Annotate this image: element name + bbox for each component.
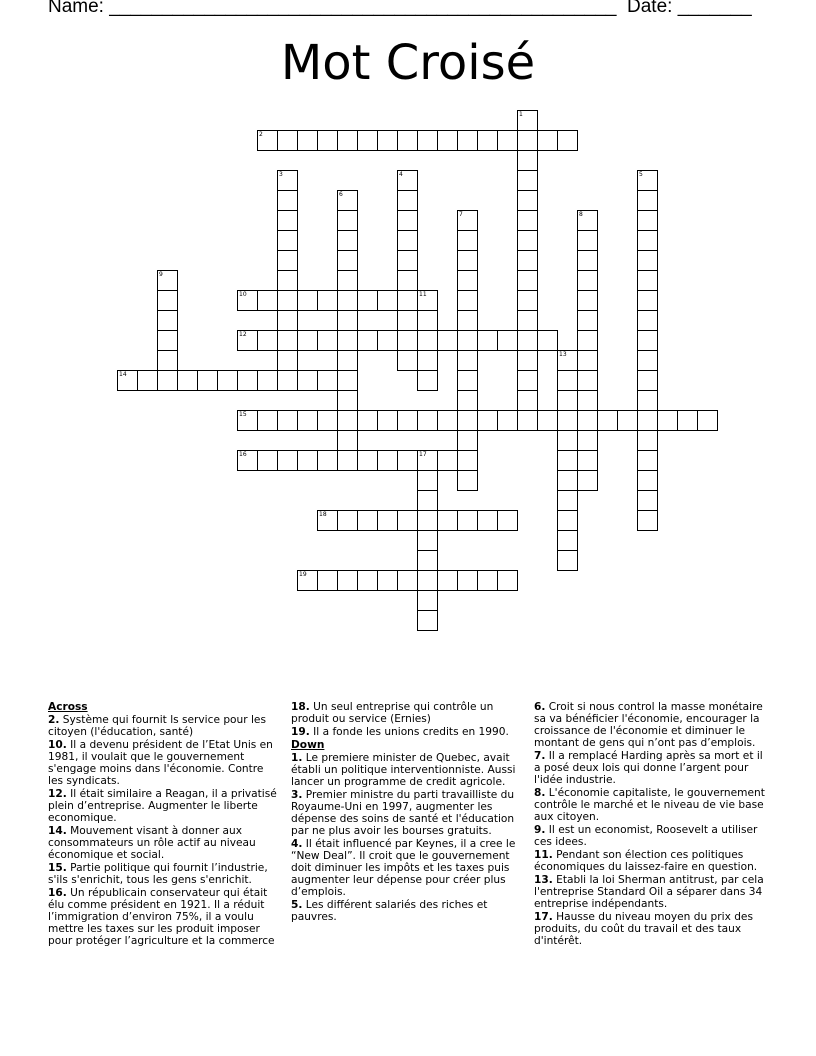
grid-cell[interactable] (417, 350, 438, 371)
grid-cell[interactable] (277, 190, 298, 211)
grid-cell[interactable] (397, 190, 418, 211)
grid-cell[interactable] (277, 270, 298, 291)
grid-cell[interactable] (337, 410, 358, 431)
grid-cell[interactable] (477, 130, 498, 151)
grid-cell[interactable] (337, 330, 358, 351)
grid-cell[interactable] (397, 250, 418, 271)
grid-cell[interactable] (517, 370, 538, 391)
clue-number-label: 9 (159, 271, 163, 278)
grid-cell[interactable] (357, 510, 378, 531)
grid-cell[interactable] (497, 330, 518, 351)
grid-cell[interactable] (377, 290, 398, 311)
grid-cell[interactable] (277, 350, 298, 371)
across-heading: Across (48, 701, 88, 713)
grid-cell[interactable] (257, 370, 278, 391)
grid-cell[interactable] (317, 290, 338, 311)
grid-cell[interactable] (277, 310, 298, 331)
grid-cell[interactable] (457, 570, 478, 591)
grid-cell[interactable] (397, 510, 418, 531)
grid-cell[interactable] (377, 570, 398, 591)
clue-down-9: 9. Il est un economist, Roosevelt a utiliser ces idees. (534, 824, 758, 848)
clue-down-17: 17. Hausse du niveau moyen du prix des produits, du coût du travail et des taux d'intérêt. (534, 911, 753, 947)
grid-cell[interactable] (517, 210, 538, 231)
grid-cell[interactable] (537, 410, 558, 431)
grid-cell[interactable] (477, 410, 498, 431)
grid-cell[interactable] (577, 230, 598, 251)
grid-cell[interactable] (457, 130, 478, 151)
grid-cell[interactable] (577, 390, 598, 411)
grid-cell[interactable] (537, 330, 558, 351)
grid-cell[interactable] (637, 190, 658, 211)
grid-cell[interactable] (437, 450, 458, 471)
grid-cell[interactable] (397, 330, 418, 351)
grid-cell[interactable] (397, 290, 418, 311)
grid-cell[interactable] (637, 390, 658, 411)
grid-cell[interactable] (497, 130, 518, 151)
grid-cell[interactable] (317, 130, 338, 151)
grid-cell[interactable] (337, 290, 358, 311)
grid-cell[interactable] (317, 370, 338, 391)
clue-across-14: 14. Mouvement visant à donner aux consommateurs un rôle actif au niveau économique et social. (48, 825, 256, 861)
grid-cell[interactable] (517, 150, 538, 171)
grid-cell[interactable] (337, 570, 358, 591)
grid-cell[interactable] (397, 350, 418, 371)
grid-cell[interactable] (417, 530, 438, 551)
grid-cell[interactable] (437, 570, 458, 591)
grid-cell[interactable] (637, 350, 658, 371)
clue-number-label: 7 (459, 211, 463, 218)
grid-cell[interactable] (157, 370, 178, 391)
grid-cell[interactable] (577, 410, 598, 431)
grid-cell[interactable] (437, 510, 458, 531)
clue-number-label: 5 (639, 171, 643, 178)
grid-cell[interactable] (297, 450, 318, 471)
grid-cell[interactable] (577, 250, 598, 271)
grid-cell[interactable] (337, 130, 358, 151)
grid-cell[interactable] (697, 410, 718, 431)
grid-cell[interactable] (657, 410, 678, 431)
grid-cell[interactable] (417, 470, 438, 491)
grid-cell[interactable] (637, 370, 658, 391)
clue-number-label: 13 (559, 351, 567, 358)
grid-cell[interactable] (577, 430, 598, 451)
grid-cell[interactable] (637, 270, 658, 291)
grid-cell[interactable] (157, 310, 178, 331)
grid-cell[interactable] (297, 370, 318, 391)
clue-number-label: 3 (279, 171, 283, 178)
grid-cell[interactable] (317, 330, 338, 351)
grid-cell[interactable] (457, 410, 478, 431)
grid-cell[interactable] (457, 450, 478, 471)
grid-cell[interactable] (517, 130, 538, 151)
clues-column-2 (291, 701, 523, 924)
grid-cell[interactable] (577, 310, 598, 331)
grid-cell[interactable] (397, 130, 418, 151)
grid-cell[interactable] (417, 610, 438, 631)
grid-cell[interactable] (517, 310, 538, 331)
grid-cell[interactable] (477, 570, 498, 591)
down-heading: Down (291, 739, 325, 751)
grid-cell[interactable] (277, 230, 298, 251)
grid-cell[interactable] (197, 370, 218, 391)
grid-cell[interactable] (337, 310, 358, 331)
grid-cell[interactable] (377, 130, 398, 151)
grid-cell[interactable] (317, 570, 338, 591)
grid-cell[interactable] (297, 410, 318, 431)
grid-cell[interactable] (217, 370, 238, 391)
grid-cell[interactable] (277, 370, 298, 391)
grid-cell[interactable] (557, 510, 578, 531)
clue-number-label: 2 (259, 131, 263, 138)
grid-cell[interactable] (297, 330, 318, 351)
grid-cell[interactable] (477, 330, 498, 351)
grid-cell[interactable] (337, 270, 358, 291)
grid-cell[interactable] (517, 390, 538, 411)
name-label: Name: (48, 0, 104, 17)
grid-cell[interactable] (517, 250, 538, 271)
grid-cell[interactable] (357, 130, 378, 151)
clue-down-8: 8. L'économie capitaliste, le gouvernement contrôle le marché et le niveau de vie base aux citoyen. (534, 787, 765, 823)
grid-cell[interactable] (277, 130, 298, 151)
grid-cell[interactable] (637, 250, 658, 271)
grid-cell[interactable] (357, 410, 378, 431)
grid-cell[interactable] (457, 430, 478, 451)
clue-number-label: 8 (579, 211, 583, 218)
grid-cell[interactable] (557, 130, 578, 151)
grid-cell[interactable] (517, 170, 538, 191)
grid-cell[interactable] (517, 190, 538, 211)
grid-cell[interactable] (637, 230, 658, 251)
grid-cell[interactable] (337, 370, 358, 391)
grid-cell[interactable] (157, 290, 178, 311)
clue-number-label: 15 (239, 411, 247, 418)
grid-cell[interactable] (157, 330, 178, 351)
clue-across-15: 15. Partie politique qui fournit l’industrie, s'ils s'enrichit, tous les gens s'enrichit. (48, 862, 268, 886)
grid-cell[interactable] (497, 570, 518, 591)
grid-cell[interactable] (157, 350, 178, 371)
clue-across-16: 16. Un républicain conservateur qui était élu comme président en 1921. Il a réduit l’immigration d’environ 75%, il a voulu mettre les taxes sur les produit imposer pour protéger l’agriculture et la commerce (48, 887, 275, 947)
grid-cell[interactable] (457, 350, 478, 371)
grid-cell[interactable] (457, 510, 478, 531)
clue-down-7: 7. Il a remplacé Harding après sa mort et il a posé deux lois qui donne l’argent pour l'idée industrie. (534, 750, 763, 786)
grid-cell[interactable] (517, 230, 538, 251)
grid-cell[interactable] (497, 510, 518, 531)
grid-cell[interactable] (317, 410, 338, 431)
grid-cell[interactable] (597, 410, 618, 431)
clue-number-label: 6 (339, 191, 343, 198)
grid-cell[interactable] (637, 490, 658, 511)
grid-cell[interactable] (337, 390, 358, 411)
grid-cell[interactable] (537, 130, 558, 151)
grid-cell[interactable] (557, 490, 578, 511)
grid-cell[interactable] (557, 410, 578, 431)
grid-cell[interactable] (337, 510, 358, 531)
grid-cell[interactable] (257, 290, 278, 311)
grid-cell[interactable] (457, 230, 478, 251)
grid-cell[interactable] (337, 450, 358, 471)
grid-cell[interactable] (457, 290, 478, 311)
grid-cell[interactable] (517, 290, 538, 311)
grid-cell[interactable] (557, 450, 578, 471)
clue-number-label: 14 (119, 371, 127, 378)
grid-cell[interactable] (277, 210, 298, 231)
clues-column-1 (48, 701, 280, 948)
grid-cell[interactable] (277, 450, 298, 471)
name-blank[interactable]: ________________________________________________ (109, 0, 617, 17)
grid-cell[interactable] (477, 510, 498, 531)
clue-down-13: 13. Etabli la loi Sherman antitrust, par cela l'entreprise Standard Oil a séparer dans 34 entreprise indépendants. (534, 874, 764, 910)
grid-cell[interactable] (437, 330, 458, 351)
grid-cell[interactable] (577, 290, 598, 311)
grid-cell[interactable] (457, 250, 478, 271)
grid-cell[interactable] (397, 270, 418, 291)
clue-down-4: 4. Il était influencé par Keynes, il a cree le “New Deal”. Il croit que le gouvernement doit diminuer les impôts et les taxes puis augmenter leur dépense pour créer plus d’emplois. (291, 838, 516, 898)
grid-cell[interactable] (417, 410, 438, 431)
grid-cell[interactable] (337, 430, 358, 451)
grid-cell[interactable] (457, 270, 478, 291)
grid-cell[interactable] (417, 550, 438, 571)
clue-number-label: 10 (239, 291, 247, 298)
grid-cell[interactable] (557, 530, 578, 551)
clue-across-12: 12. Il était similaire a Reagan, il a privatisé plein d’entreprise. Augmenter le liberte economique. (48, 788, 277, 824)
grid-cell[interactable] (577, 470, 598, 491)
grid-cell[interactable] (357, 290, 378, 311)
grid-cell[interactable] (557, 470, 578, 491)
grid-cell[interactable] (277, 410, 298, 431)
grid-cell[interactable] (137, 370, 158, 391)
grid-cell[interactable] (397, 210, 418, 231)
grid-cell[interactable] (457, 310, 478, 331)
grid-cell[interactable] (577, 270, 598, 291)
grid-cell[interactable] (417, 330, 438, 351)
grid-cell[interactable] (557, 430, 578, 451)
grid-cell[interactable] (637, 310, 658, 331)
clue-down-3: 3. Premier ministre du parti travailliste du Royaume-Uni en 1997, augmenter les dépense des soins de santé et l'éducation par ne plus avoir les bourses gratuits. (291, 789, 515, 837)
grid-cell[interactable] (497, 410, 518, 431)
grid-cell[interactable] (377, 330, 398, 351)
grid-cell[interactable] (557, 550, 578, 571)
grid-cell[interactable] (637, 510, 658, 531)
clue-number-label: 4 (399, 171, 403, 178)
grid-cell[interactable] (637, 430, 658, 451)
grid-cell[interactable] (637, 210, 658, 231)
clue-number-label: 12 (239, 331, 247, 338)
grid-cell[interactable] (337, 350, 358, 371)
grid-cell[interactable] (397, 230, 418, 251)
grid-cell[interactable] (577, 350, 598, 371)
grid-cell[interactable] (417, 570, 438, 591)
clue-across-19: 19. Il a fonde les unions credits en 1990. (291, 726, 509, 738)
grid-cell[interactable] (577, 370, 598, 391)
clue-number-label: 11 (419, 291, 427, 298)
clue-number-label: 17 (419, 451, 427, 458)
grid-cell[interactable] (437, 130, 458, 151)
grid-cell[interactable] (297, 130, 318, 151)
clue-number-label: 16 (239, 451, 247, 458)
grid-cell[interactable] (677, 410, 698, 431)
grid-cell[interactable] (257, 450, 278, 471)
grid-cell[interactable] (397, 450, 418, 471)
grid-cell[interactable] (277, 250, 298, 271)
date-label: Date: (627, 0, 673, 17)
grid-cell[interactable] (337, 230, 358, 251)
clue-across-2: 2. Système qui fournit ls service pour les citoyen (l'éducation, santé) (48, 714, 266, 738)
clue-number-label: 1 (519, 111, 523, 118)
grid-cell[interactable] (517, 270, 538, 291)
grid-cell[interactable] (277, 290, 298, 311)
page-title: Mot Croisé (280, 35, 536, 91)
grid-cell[interactable] (637, 450, 658, 471)
grid-cell[interactable] (417, 310, 438, 331)
grid-cell[interactable] (517, 330, 538, 351)
clue-number-label: 18 (319, 511, 327, 518)
grid-cell[interactable] (577, 450, 598, 471)
grid-cell[interactable] (357, 330, 378, 351)
grid-cell[interactable] (637, 470, 658, 491)
grid-cell[interactable] (637, 290, 658, 311)
grid-cell[interactable] (457, 370, 478, 391)
grid-cell[interactable] (517, 350, 538, 371)
grid-cell[interactable] (257, 410, 278, 431)
grid-cell[interactable] (417, 590, 438, 611)
grid-cell[interactable] (337, 210, 358, 231)
grid-cell[interactable] (417, 510, 438, 531)
clue-across-10: 10. Il a devenu président de l’Etat Unis en 1981, il voulait que le gouvernement s'engage moins dans l'économie. Contre les syndicats. (48, 739, 273, 787)
grid-cell[interactable] (457, 470, 478, 491)
clue-down-6: 6. Croit si nous control la masse monétaire sa va bénéficier l'économie, encourager la croissance de l'économie et diminuer le montant de gens qui n’ont pas d’emplois. (534, 701, 763, 749)
grid-cell[interactable] (557, 390, 578, 411)
grid-cell[interactable] (377, 410, 398, 431)
clues-column-3 (534, 701, 766, 948)
grid-cell[interactable] (297, 290, 318, 311)
grid-cell[interactable] (277, 330, 298, 351)
grid-cell[interactable] (377, 450, 398, 471)
grid-cell[interactable] (177, 370, 198, 391)
grid-cell[interactable] (637, 410, 658, 431)
date-blank[interactable]: _______ (677, 0, 752, 17)
grid-cell[interactable] (257, 330, 278, 351)
grid-cell[interactable] (417, 490, 438, 511)
grid-cell[interactable] (437, 410, 458, 431)
clue-down-11: 11. Pendant son élection ces politiques économiques du laissez-faire en question. (534, 849, 758, 873)
grid-cell[interactable] (417, 130, 438, 151)
clue-down-1: 1. Le premiere minister de Quebec, avait établi un politique interventionniste. Aussi lancer un programme de credit agricole. (291, 752, 516, 788)
grid-cell[interactable] (617, 410, 638, 431)
grid-cell[interactable] (377, 510, 398, 531)
grid-cell[interactable] (397, 570, 418, 591)
grid-cell[interactable] (557, 370, 578, 391)
grid-cell[interactable] (397, 410, 418, 431)
grid-cell[interactable] (237, 370, 258, 391)
grid-cell[interactable] (417, 370, 438, 391)
grid-cell[interactable] (517, 410, 538, 431)
clue-across-18: 18. Un seul entreprise qui contrôle un produit ou service (Ernies) (291, 701, 494, 725)
grid-cell[interactable] (317, 450, 338, 471)
grid-cell[interactable] (457, 330, 478, 351)
grid-cell[interactable] (337, 250, 358, 271)
clue-down-5: 5. Les différent salariés des riches et pauvres. (291, 899, 488, 923)
grid-cell[interactable] (577, 330, 598, 351)
grid-cell[interactable] (397, 310, 418, 331)
grid-cell[interactable] (457, 390, 478, 411)
grid-cell[interactable] (357, 570, 378, 591)
grid-cell[interactable] (357, 450, 378, 471)
clue-number-label: 19 (299, 571, 307, 578)
grid-cell[interactable] (637, 330, 658, 351)
